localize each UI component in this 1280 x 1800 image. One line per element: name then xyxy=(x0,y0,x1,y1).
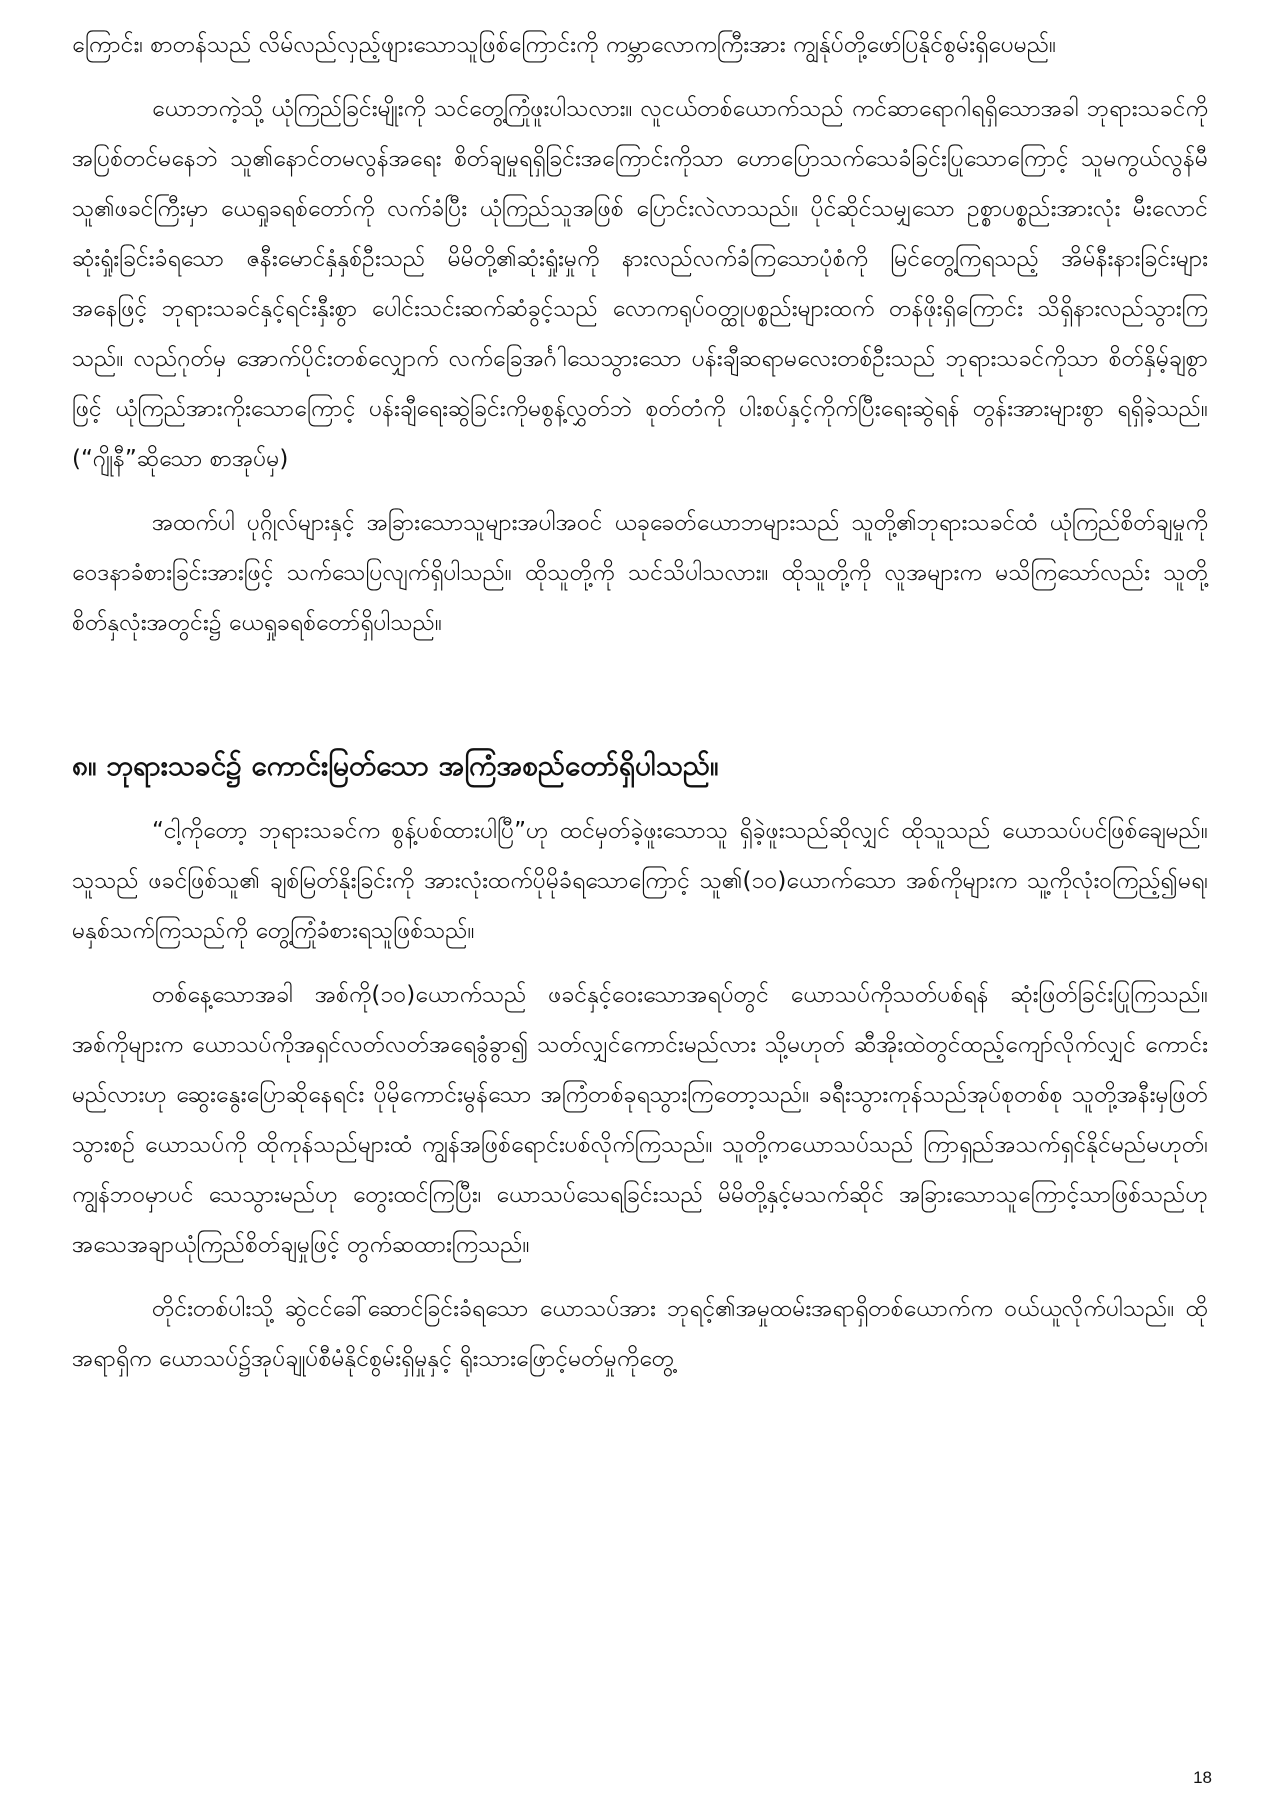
paragraph-joseph-abandoned: “ငါ့ကိုတော့ ဘုရားသခင်က စွန့်ပစ်ထားပါပြီ”ဟု ထင်မှတ်ခဲ့ဖူးသောသူ ရှိခဲ့ဖူးသည်ဆိုလျှင် ထိုသူသည် ယောသပ်ပင်ဖြစ်ချေမည်။ သူသည် ဖခင်ဖြစ်သူ၏ ချစ်မြတ်နိုးခြင်းကို အားလုံးထက်ပိုမိုခံရသောကြောင့် သူ၏(၁၀)ယောက်သော အစ်ကိုများက သူ့ကိုလုံးဝကြည့်၍မရ၊ မနှစ်သက်ကြသည်ကို တွေ့ကြုံခံစားရသူဖြစ်သည်။ xyxy=(72,818,1208,944)
paragraph-job-examples: ယောဘကဲ့သို့ ယုံကြည်ခြင်းမျိုးကို သင်တွေ့ကြုံဖူးပါသလား။ လူငယ်တစ်ယောက်သည် ကင်ဆာရောဂါရရှိသောအခါ ဘုရားသခင်ကိုအပြစ်တင်မနေဘဲ သူ၏နောင်တမလွန်အရေး စိတ်ချမှုရရှိခြင်းအကြောင်းကိုသာ ဟောပြောသက်သေခံခြင်းပြုသောကြောင့် သူမကွယ်လွန်မီ သူ၏ဖခင်ကြီးမှာ ယေရှုခရစ်တော်ကို လက်ခံပြီး ယုံကြည်သူအဖြစ် ပြောင်းလဲလာသည်။ ပိုင်ဆိုင်သမျှသော ဥစ္စာပစ္စည်းအားလုံး မီးလောင်ဆုံးရှုံးခြင်းခံရသော ဇနီးမောင်နှံနှစ်ဦးသည် မိမိတို့၏ဆုံးရှုံးမှုကို နားလည်လက်ခံကြသောပုံစံကို မြင်တွေ့ကြရသည့် အိမ်နီးနားခြင်းများအနေဖြင့် ဘုရားသခင်နှင့်ရင်းနှီးစွာ ပေါင်းသင်းဆက်ဆံခွင့်သည် လောကရုပ်ဝတ္ထုပစ္စည်းများထက် တန်ဖိုးရှိကြောင်း သိရှိနားလည်သွားကြသည်။ လည်ဂုတ်မှ အောက်ပိုင်းတစ်လျှောက် လက်ခြေအင်္ဂါသေသွားသော ပန်းချီဆရာမလေးတစ်ဦးသည် ဘုရားသခင်ကိုသာ စိတ်နှိမ့်ချစွာဖြင့် ယုံကြည်အားကိုးသောကြောင့် ပန်းချီရေးဆွဲခြင်းကိုမစွန့်လွှတ်ဘဲ စုတ်တံကို ပါးစပ်နှင့်ကိုက်ပြီးရေးဆွဲရန် တွန်းအားများစွာ ရရှိခဲ့သည်။ (“ဂျိုနီ”ဆိုသော စာအုပ်မှ) xyxy=(72,96,1208,472)
paragraph-brothers-plot: တစ်နေ့သောအခါ အစ်ကို(၁၀)ယောက်သည် ဖခင်နှင့်ဝေးသောအရပ်တွင် ယောသပ်ကိုသတ်ပစ်ရန် ဆုံးဖြတ်ခြင်းပြုကြသည်။ အစ်ကိုများက ယောသပ်ကိုအရှင်လတ်လတ်အရေခွံခွာ၍ သတ်လျှင်ကောင်းမည်လား သို့မဟုတ် ဆီအိုးထဲတွင်ထည့်ကျော်လိုက်လျှင် ကောင်းမည်လားဟု ဆွေးနွေးပြောဆိုနေရင်း ပိုမိုကောင်းမွန်သော အကြံတစ်ခုရသွားကြတော့သည်။ ခရီးသွားကုန်သည်အုပ်စုတစ်စု သူတို့အနီးမှဖြတ်သွားစဉ် ယောသပ်ကို ထိုကုန်သည်များထံ ကျွန်အဖြစ်ရောင်းပစ်လိုက်ကြသည်။ သူတို့ကယောသပ်သည် ကြာရှည်အသက်ရှင်နိုင်မည်မဟုတ်၊ ကျွန်ဘဝမှာပင် သေသွားမည်ဟု တွေးထင်ကြပြီး၊ ယောသပ်သေရခြင်းသည် မိမိတို့နှင့်မသက်ဆိုင် အခြားသောသူကြောင့်သာဖြစ်သည်ဟု အသေအချာယုံကြည်စိတ်ချမှုဖြင့် တွက်ဆထားကြသည်။ xyxy=(72,982,1208,1258)
page-number: 18 xyxy=(1193,1768,1212,1787)
paragraph-modern-jobs: အထက်ပါ ပုဂ္ဂိုလ်များနှင့် အခြားသောသူများအပါအဝင် ယခုခေတ်ယောဘများသည် သူတို့၏ဘုရားသခင်ထံ ယုံကြည်စိတ်ချမှုကို ဝေဒနာခံစားခြင်းအားဖြင့် သက်သေပြလျက်ရှိပါသည်။ ထိုသူတို့ကို သင်သိပါသလား။ ထိုသူတို့ကို လူအများက မသိကြသော်လည်း သူတို့စိတ်နှလုံးအတွင်း၌ ယေရှုခရစ်တော်ရှိပါသည်။ xyxy=(72,510,1208,636)
paragraph-joseph-sold: တိုင်းတစ်ပါးသို့ ဆွဲငင်ခေါ်ဆောင်ခြင်းခံရသော ယောသပ်အား ဘုရင့်၏အမှုထမ်းအရာရှိတစ်ယောက်က ဝယ်ယူလိုက်ပါသည်။ ထိုအရာရှိက ယောသပ်၌အုပ်ချုပ်စီမံနိုင်စွမ်းရှိမှုနှင့် ရိုးသားဖြောင့်မတ်မှုကိုတွေ့ xyxy=(72,1296,1208,1372)
document-page xyxy=(72,20,1208,1384)
section-heading: ၈။ ဘုရားသခင်၌ ကောင်းမြတ်သော အကြံအစည်တော်ရှိပါသည်။ xyxy=(72,749,719,782)
paragraph-continuation: ကြောင်း၊ စာတန်သည် လိမ်လည်လှည့်ဖျားသောသူဖြစ်ကြောင်းကို ကမ္ဘာလောကကြီးအား ကျွန်ုပ်တို့ဖော်ပြနိုင်စွမ်းရှိပေမည်။ xyxy=(72,32,1057,58)
